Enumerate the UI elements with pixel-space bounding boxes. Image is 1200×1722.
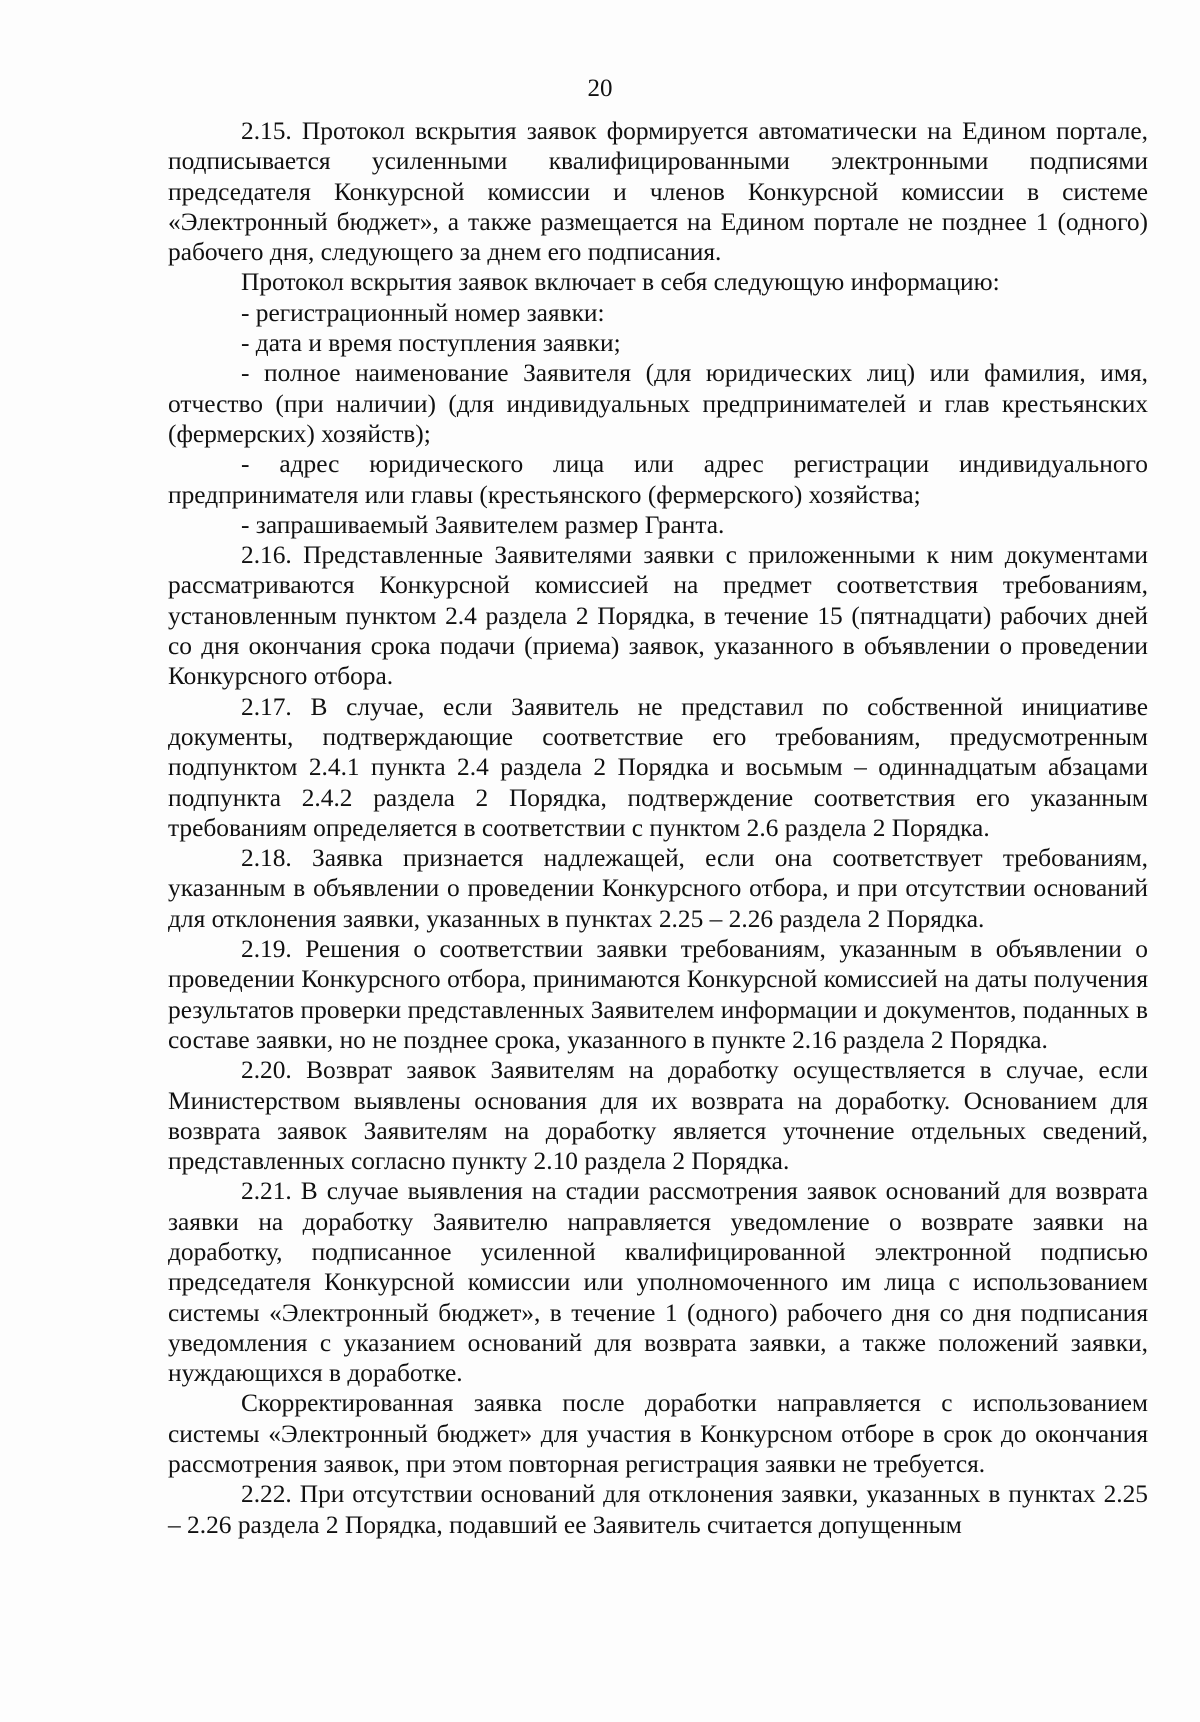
paragraph-corrected-application: Скорректированная заявка после доработки направляется с использованием системы «Электронный бюджет» для участия в Конкурсном отборе в срок до окончания рассмотрения заявок, при этом повторная регистрация заявки не требуется. <box>168 1389 1148 1479</box>
list-item-address: - адрес юридического лица или адрес регистрации индивидуального предпринимателя или главы (крестьянского (фермерского) хозяйства; <box>168 450 1148 509</box>
document-body <box>168 116 1148 1540</box>
paragraph-2-17: 2.17. В случае, если Заявитель не представил по собственной инициативе документы, подтверждающие соответствие его требованиям, предусмотренным подпунктом 2.4.1 пункта 2.4 раздела 2 Порядка и восьмым – одиннадцатым абзацами подпункта 2.4.2 раздела 2 Порядка, подтверждение соответствия его указанным требованиям определяется в соответствии с пунктом 2.6 раздела 2 Порядка. <box>168 692 1148 842</box>
paragraph-2-20: 2.20. Возврат заявок Заявителям на доработку осуществляется в случае, если Министерством выявлены основания для их возврата на доработку. Основанием для возврата заявок Заявителям на доработку является уточнение отдельных сведений, представленных согласно пункту 2.10 раздела 2 Порядка. <box>168 1056 1148 1176</box>
list-item-registration-number: - регистрационный номер заявки: <box>241 298 605 327</box>
page-number: 20 <box>587 75 613 102</box>
paragraph-2-18: 2.18. Заявка признается надлежащей, если она соответствует требованиям, указанным в объявлении о проведении Конкурсного отбора, и при отсутствии оснований для отклонения заявки, указанных в пунктах 2.25 – 2.26 раздела 2 Порядка. <box>168 844 1148 933</box>
paragraph-2-21: 2.21. В случае выявления на стадии рассмотрения заявок оснований для возврата заявки на доработку Заявителю направляется уведомление о возврате заявки на доработку, подписанное усиленной квалифицированной электронной подписью председателя Конкурсной комиссии или уполномоченного им лица с использованием системы «Электронный бюджет», в течение 1 (одного) рабочего дня со дня подписания уведомления с указанием оснований для возврата заявки, а также положений заявки, нуждающихся в доработке. <box>168 1177 1148 1388</box>
list-item-date-time: - дата и время поступления заявки; <box>241 329 621 358</box>
paragraph-protocol-intro: Протокол вскрытия заявок включает в себя следующую информацию: <box>241 268 1000 297</box>
paragraph-2-15: 2.15. Протокол вскрытия заявок формируется автоматически на Едином портале, подписывается усиленными квалифицированными электронными подписями председателя Конкурсной комиссии и членов Конкурсной комиссии в системе «Электронный бюджет», а также размещается на Едином портале не позднее 1 (одного) рабочего дня, следующего за днем его подписания. <box>168 117 1148 267</box>
list-item-applicant-name: - полное наименование Заявителя (для юридических лиц) или фамилия, имя, отчество (при наличии) (для индивидуальных предпринимателей и глав крестьянских (фермерских) хозяйств); <box>168 359 1148 448</box>
paragraph-2-22: 2.22. При отсутствии оснований для отклонения заявки, указанных в пунктах 2.25 – 2.26 раздела 2 Порядка, подавший ее Заявитель считается допущенным <box>168 1480 1148 1539</box>
paragraph-2-19: 2.19. Решения о соответствии заявки требованиям, указанным в объявлении о проведении Конкурсного отбора, принимаются Конкурсной комиссией на даты получения результатов проверки представленных Заявителем информации и документов, поданных в составе заявки, но не позднее срока, указанного в пункте 2.16 раздела 2 Порядка. <box>168 935 1148 1054</box>
paragraph-2-16: 2.16. Представленные Заявителями заявки с приложенными к ним документами рассматриваются Конкурсной комиссией на предмет соответствия требованиям, установленным пунктом 2.4 раздела 2 Порядка, в течение 15 (пятнадцати) рабочих дней со дня окончания срока подачи (приема) заявок, указанного в объявлении о проведении Конкурсного отбора. <box>168 541 1148 691</box>
list-item-grant-amount: - запрашиваемый Заявителем размер Гранта. <box>241 510 725 539</box>
